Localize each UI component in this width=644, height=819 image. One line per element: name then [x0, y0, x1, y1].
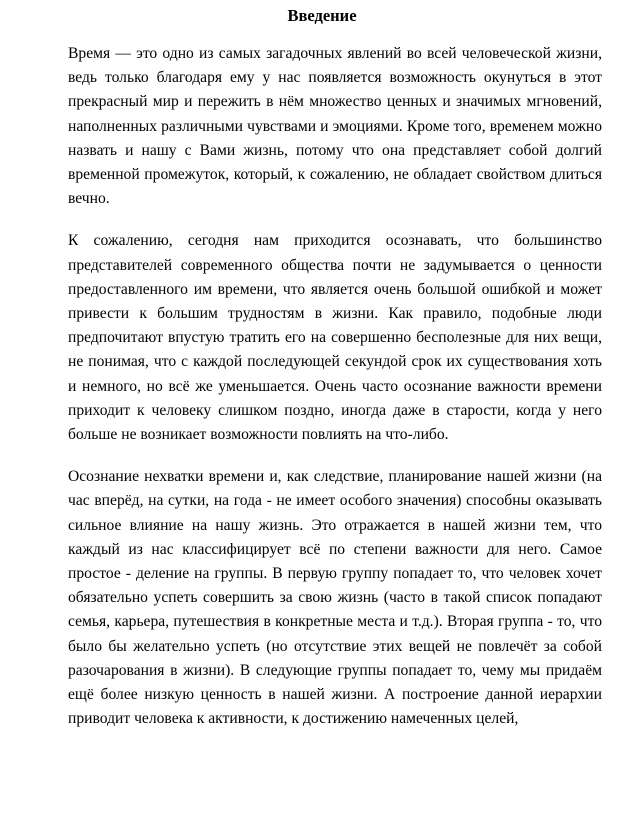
paragraph-3: Осознание нехватки времени и, как следствие, планирование нашей жизни (на час вперёд, на сутки, на года - не имеет особого значения) способны оказывать сильное влияние на нашу жизнь. Это отражается в нашей жизни тем, что каждый из нас классифицирует всё по степени важности для него. Самое простое - деление на группы. В первую группу попадает то, что человек хочет обязательно успеть совершить за свою жизнь (часто в такой список попадают семья, карьера, путешествия в конкретные места и т.д.). Вторая группа - то, что было бы желательно успеть (но отсутствие этих вещей не повлечёт за собой разочарования в жизни). В следующие группы попадает то, чему мы придаём ещё более низкую ценность в нашей жизни. А построение данной иерархии приводит человека к активности, к достижению намеченных целей, [68, 468, 602, 728]
paragraph-1: Время — это одно из самых загадочных явлений во всей человеческой жизни, ведь только благодаря ему у нас появляется возможность окунуться в этот прекрасный мир и пережить в нём множество ценных и значимых мгновений, наполненных различными чувствами и эмоциями. Кроме того, временем можно назвать и нашу с Вами жизнь, потому что она представляет собой долгий временной промежуток, который, к сожалению, не обладает свойством длиться вечно. [68, 45, 602, 208]
document-body [68, 42, 602, 749]
paragraph-2: К сожалению, сегодня нам приходится осознавать, что большинство представителей современного общества почти не задумывается о ценности предоставленного им времени, что является очень большой ошибкой и может привести к большим трудностям в жизни. Как правило, подобные люди предпочитают впустую тратить его на совершенно бесполезные для них вещи, не понимая, что с каждой последующей секундой срок их существования хоть и немного, но всё же уменьшается. Очень часто осознание важности времени приходит к человеку слишком поздно, иногда даже в старости, когда у него больше не возникает возможности повлиять на что-либо. [68, 232, 602, 444]
page-title: Введение [287, 6, 357, 25]
